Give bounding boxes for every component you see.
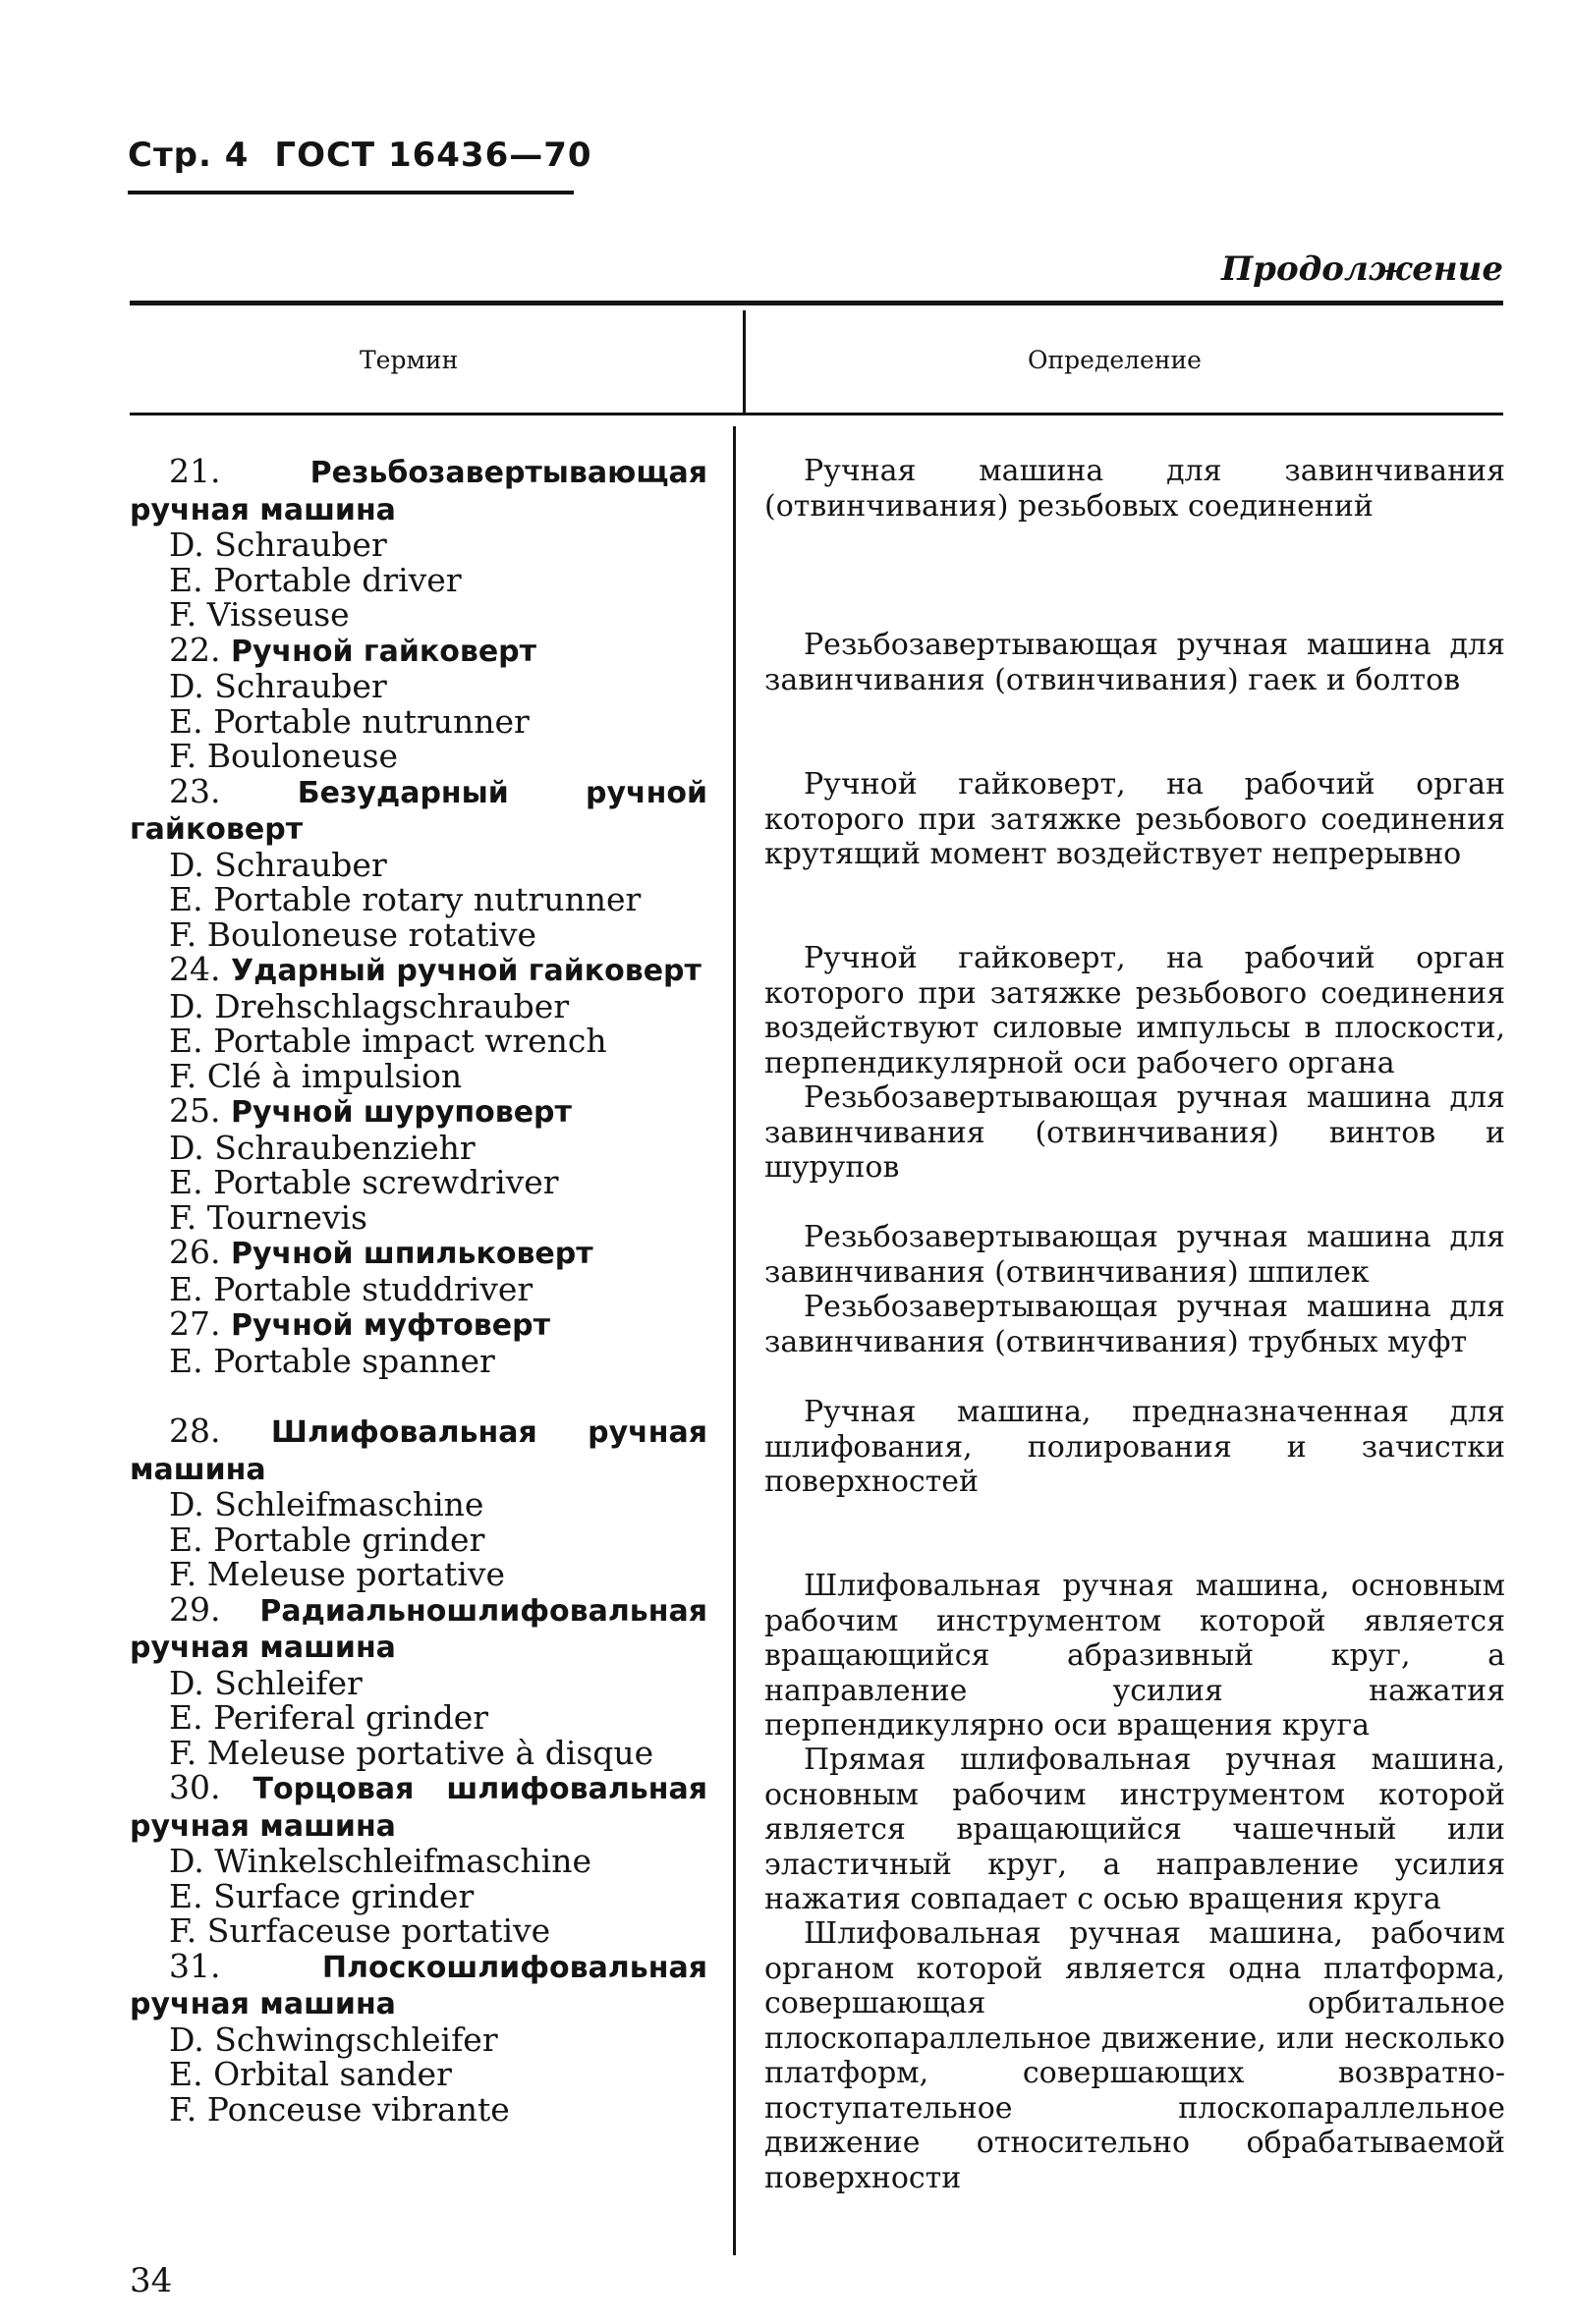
term-entry <box>130 1946 707 2129</box>
definition-text: Резьбозавертывающая ручная машина для завинчивания (отвинчивания) винтов и шурупов <box>764 1080 1505 1185</box>
term-entry <box>130 1093 707 1235</box>
term-equivalent: E. Portable screwdriver <box>169 1163 559 1201</box>
column-header-term: Термин <box>360 346 459 374</box>
term-name: 21. Резьбозавертывающая ручная машина <box>130 452 707 527</box>
term-equivalent: D. Schwingschleifer <box>169 2020 498 2059</box>
term-equivalent: F. Clé à impulsion <box>169 1056 463 1095</box>
term-name: 22. Ручной гайковерт <box>169 630 537 669</box>
definition-text: Прямая шлифовальная ручная машина, основным рабочим инструментом которой является вращающийся чашечный или эластичный круг, а направление усилия нажатия совпадает с осью вращения круга <box>764 1743 1505 1916</box>
term-equivalent: E. Surface grinder <box>169 1876 475 1915</box>
definition-text: Шлифовальная ручная машина, основным рабочим инструментом которой является вращающийся абразивный круг, а направление усилия нажатия перпендикулярно оси вращения круга <box>764 1569 1505 1743</box>
term-equivalent: D. Schleifmaschine <box>169 1485 484 1523</box>
continuation-label: Продолжение <box>1221 249 1503 289</box>
definitions-column <box>764 454 1505 2195</box>
term-equivalent: F. Meleuse portative à disque <box>169 1733 654 1772</box>
definition-text: Шлифовальная ручная машина, рабочим органом которой является одна платформа, совершающая орбитальное плоскопараллельное движение, или несколько платформ, совершающих возвратно-поступательное плоскопараллельное движение относительно обрабатываемой поверхности <box>764 1916 1505 2195</box>
term-name: 27. Ручной муфтоверт <box>169 1304 550 1343</box>
term-equivalent: E. Portable rotary nutrunner <box>169 880 642 918</box>
term-equivalent: D. Schrauber <box>169 667 387 705</box>
term-equivalent: F. Ponceuse vibrante <box>169 2089 510 2129</box>
term-equivalent: F. Surfaceuse portative <box>169 1911 551 1950</box>
term-name: 30. Торцовая шлифовальная ручная машина <box>130 1768 707 1844</box>
term-equivalent: E. Portable impact wrench <box>169 1022 607 1060</box>
term-equivalent: D. Schleifer <box>169 1663 363 1702</box>
term-entry <box>130 630 707 775</box>
term-entry <box>130 1770 707 1949</box>
term-equivalent: E. Portable grinder <box>169 1520 485 1559</box>
header-underline <box>128 191 574 194</box>
term-entry <box>130 1306 707 1378</box>
term-equivalent: E. Portable spanner <box>169 1341 495 1380</box>
definition-text: Резьбозавертывающая ручная машина для завинчивания (отвинчивания) шпилек <box>764 1220 1505 1290</box>
term-entry <box>130 771 707 954</box>
term-equivalent: E. Periferal grinder <box>169 1698 489 1737</box>
table-header-divider <box>743 310 746 413</box>
term-equivalent: E. Orbital sander <box>169 2055 452 2093</box>
term-equivalent: E. Portable nutrunner <box>169 701 530 741</box>
table-top-rule <box>130 301 1503 305</box>
page-label: Стр. 4 <box>128 136 250 175</box>
term-name: 25. Ручной шуруповерт <box>169 1091 572 1130</box>
term-entry <box>130 1589 707 1772</box>
term-equivalent: D. Schrauber <box>169 845 387 884</box>
term-equivalent: E. Portable driver <box>169 560 462 599</box>
definition-text: Ручная машина, предназначенная для шлифования, полирования и зачистки поверхностей <box>764 1395 1505 1499</box>
table-header-rule <box>130 413 1503 415</box>
definition-text: Ручной гайковерт, на рабочий орган которого при затяжке резьбового соединения крутящий момент воздействует непрерывно <box>764 767 1505 871</box>
definition-text: Ручная машина для завинчивания (отвинчивания) резьбовых соединений <box>764 454 1505 524</box>
definition-text: Ручной гайковерт, на рабочий орган которого при затяжке резьбового соединения воздействуют силовые импульсы в плоскости, перпендикулярной оси рабочего органа <box>764 941 1505 1080</box>
term-equivalent: D. Winkelschleifmaschine <box>169 1842 591 1880</box>
running-header <box>128 136 592 175</box>
terms-column <box>130 454 707 2127</box>
term-equivalent: E. Portable studdriver <box>169 1269 533 1308</box>
table-column-divider <box>733 426 736 2255</box>
definition-text: Резьбозавертывающая ручная машина для завинчивания (отвинчивания) гаек и болтов <box>764 628 1505 697</box>
term-entry <box>130 1235 707 1306</box>
term-equivalent: F. Meleuse portative <box>169 1555 506 1593</box>
term-entry <box>130 1413 707 1592</box>
term-equivalent: D. Schrauber <box>169 526 387 564</box>
term-name: 26. Ручной шпильковерт <box>169 1233 593 1271</box>
column-header-definition: Определение <box>1028 346 1202 374</box>
term-equivalent: F. Visseuse <box>169 595 350 634</box>
definition-text: Резьбозавертывающая ручная машина для завинчивания (отвинчивания) трубных муфт <box>764 1290 1505 1359</box>
term-name: 23. Безударный ручной гайковерт <box>130 771 707 847</box>
term-entry <box>130 952 707 1093</box>
term-name: 28. Шлифовальная ручная машина <box>130 1411 707 1487</box>
term-equivalent: D. Schraubenziehr <box>169 1128 476 1167</box>
term-equivalent: F. Bouloneuse <box>169 737 399 775</box>
term-name: 24. Ударный ручной гайковерт <box>169 950 702 988</box>
term-equivalent: F. Bouloneuse rotative <box>169 914 537 954</box>
term-name: 31. Плоскошлифовальная ручная машина <box>130 1946 707 2021</box>
term-equivalent: D. Drehschlagschrauber <box>169 986 570 1025</box>
standard-code: ГОСТ 16436—70 <box>274 136 592 175</box>
page-number: 34 <box>130 2261 173 2300</box>
term-name: 29. Радиальношлифовальная ручная машина <box>130 1589 707 1665</box>
term-entry <box>130 454 707 633</box>
term-equivalent: F. Tournevis <box>169 1197 367 1237</box>
